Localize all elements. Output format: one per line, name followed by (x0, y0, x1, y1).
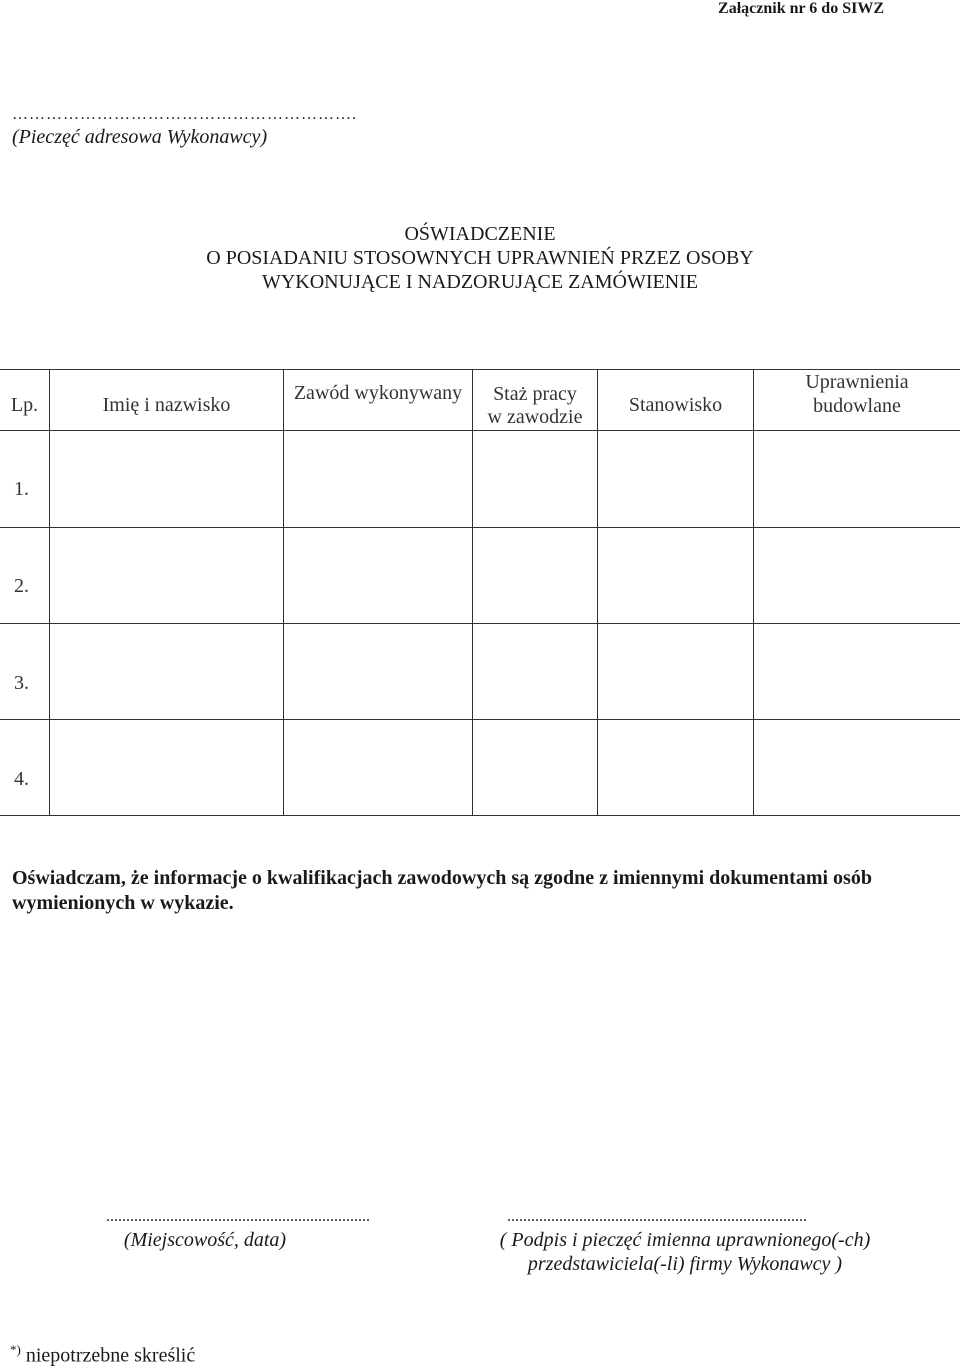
signature-dotted-line: ........................................................................... (507, 1208, 807, 1225)
annex-label: Załącznik nr 6 do SIWZ (718, 0, 884, 17)
row-number: 4. (14, 768, 29, 790)
column-divider (597, 370, 598, 815)
place-date-label: (Miejscowość, data) (123, 1229, 287, 1251)
header-experience-line-1: Staż pracy (493, 383, 577, 405)
document-subtitle-line-2: WYKONUJĄCE I NADZORUJĄCE ZAMÓWIENIE (261, 271, 699, 293)
header-experience-line-2: w zawodzie (487, 406, 583, 428)
row-number: 2. (14, 575, 29, 597)
footnote-mark: *) (10, 1342, 21, 1357)
header-position: Stanowisko (628, 394, 723, 416)
footnote (10, 1342, 195, 1368)
header-lp: Lp. (10, 394, 39, 416)
column-divider (472, 370, 473, 815)
signature-label-line-2: przedstawiciela(-li) firmy Wykonawcy ) (527, 1253, 843, 1275)
personnel-table (0, 369, 960, 816)
header-name: Imię i nazwisko (102, 394, 231, 416)
row-divider (0, 623, 960, 624)
stamp-label: (Pieczęć adresowa Wykonawcy) (12, 126, 268, 148)
column-divider (49, 370, 50, 815)
document-subtitle-line-1: O POSIADANIU STOSOWNYCH UPRAWNIEŃ PRZEZ OSOBY (206, 247, 754, 269)
row-divider (0, 527, 960, 528)
column-divider (283, 370, 284, 815)
row-divider (0, 719, 960, 720)
row-number: 1. (14, 478, 29, 500)
document-title: OŚWIADCZENIE (404, 223, 556, 245)
row-number: 3. (14, 672, 29, 694)
row-divider (0, 430, 960, 431)
header-permissions-line-2: budowlane (813, 395, 901, 417)
declaration-statement: Oświadczam, że informacje o kwalifikacjach zawodowych są zgodne z imiennymi dokumentami osób wymienionych w wykazie. (12, 867, 872, 914)
column-divider (753, 370, 754, 815)
header-permissions-line-1: Uprawnienia (805, 371, 909, 393)
signature-label-line-1: ( Podpis i pieczęć imienna uprawnionego(-ch) (499, 1229, 871, 1251)
stamp-dotted-line: ……………………………………………………. (12, 106, 357, 123)
place-date-dotted-line: .................................................................. (106, 1208, 370, 1225)
footnote-text: niepotrzebne skreślić (25, 1344, 196, 1367)
header-profession: Zawód wykonywany (293, 382, 463, 404)
